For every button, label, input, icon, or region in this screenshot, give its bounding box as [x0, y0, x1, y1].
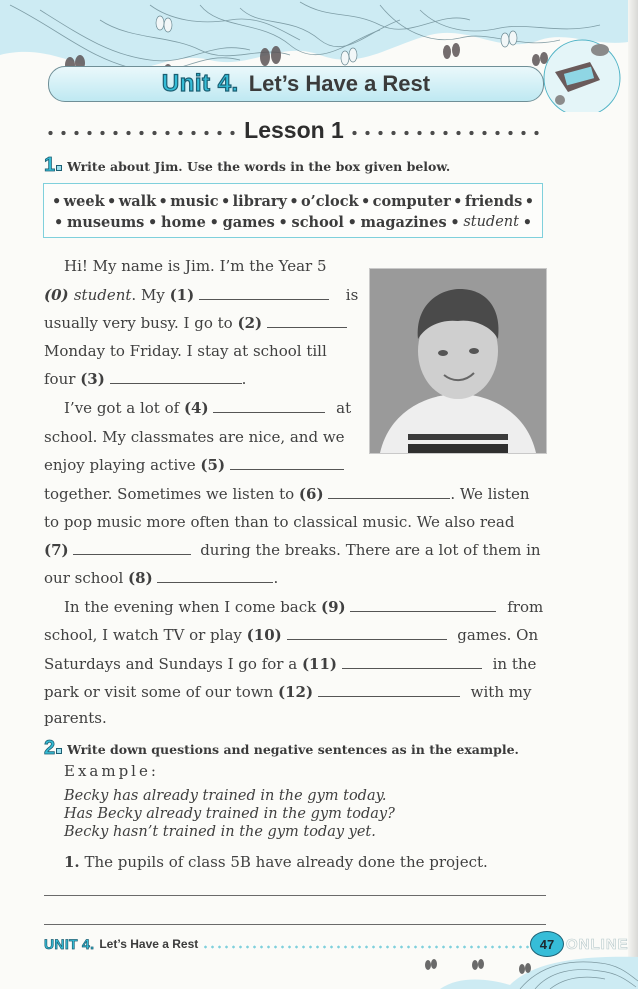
text-line — [44, 456, 344, 474]
blank-10[interactable] — [287, 627, 447, 640]
text-line — [44, 709, 107, 727]
text: during the breaks. There are a lot of them in — [200, 541, 541, 559]
gap-number: (6) — [298, 485, 324, 503]
text: together. Sometimes we listen to — [44, 485, 299, 503]
text-line — [44, 428, 345, 446]
bullet: • — [158, 193, 168, 210]
text: Monday to Friday. I stay at school till — [44, 342, 327, 360]
blank-5[interactable] — [230, 457, 344, 470]
exercise-square-icon — [56, 748, 62, 754]
text: parents. — [44, 709, 107, 727]
word-item: museums — [67, 214, 145, 231]
blank-6[interactable] — [328, 486, 450, 499]
word-item: home — [161, 214, 206, 231]
bullet: • — [54, 214, 64, 231]
dot-leader-left — [44, 130, 240, 136]
text: . My — [131, 286, 170, 304]
text-line — [64, 399, 351, 417]
text: I’ve got a lot of — [64, 399, 184, 417]
word-item: magazines — [360, 214, 447, 231]
text-line — [64, 598, 543, 616]
bullet: • — [347, 214, 357, 231]
text-line — [44, 342, 327, 360]
text: park or visit some of our town — [44, 683, 279, 701]
example-number: (0) — [44, 286, 74, 304]
answer-line-1[interactable] — [44, 895, 546, 896]
word-item-example: student — [463, 214, 519, 230]
page-number: 47 — [539, 936, 555, 952]
word-item: o’clock — [301, 193, 359, 210]
text: enjoy playing active — [44, 456, 201, 474]
boy-portrait-icon — [370, 269, 546, 453]
watermark: ONLINE — [566, 936, 629, 953]
unit-title: Let’s Have a Rest — [248, 71, 431, 96]
page-edge-shadow — [628, 0, 638, 989]
text: . We listen — [450, 485, 530, 503]
item-text: The pupils of class 5B have already done the project. — [84, 853, 488, 871]
word-item: library — [232, 193, 287, 210]
blank-9[interactable] — [350, 599, 496, 612]
bullet: • — [524, 193, 534, 210]
text: school. My classmates are nice, and we — [44, 428, 345, 446]
footer-title: Let’s Have a Rest — [99, 937, 199, 951]
text: is — [345, 286, 359, 304]
word-item: games — [222, 214, 275, 231]
exercise-number-icon: 1 — [44, 154, 56, 176]
word-box-line-2 — [54, 214, 532, 231]
blank-11[interactable] — [342, 656, 482, 669]
gap-number: (4) — [183, 399, 209, 417]
exercise-1-heading — [44, 154, 450, 177]
bullet: • — [107, 193, 117, 210]
exercise-2-instruction: Write down questions and negative sentences as in the example. — [67, 742, 519, 757]
jim-photo — [369, 268, 547, 454]
bullet: • — [522, 214, 532, 231]
text-line — [64, 257, 327, 275]
bullet: • — [209, 214, 219, 231]
gap-number: (3) — [80, 370, 105, 388]
gap-number: (1) — [169, 286, 195, 304]
text-line — [44, 569, 278, 587]
text-line — [44, 541, 541, 559]
bullet: • — [52, 193, 62, 210]
unit-banner — [48, 66, 544, 102]
word-item: computer — [372, 193, 451, 210]
gap-number: (11) — [301, 655, 338, 673]
exercise-1-instruction: Write about Jim. Use the words in the box given below. — [67, 159, 451, 174]
text: from — [507, 598, 544, 616]
text: four — [44, 370, 81, 388]
gap-number: (10) — [246, 626, 282, 644]
text: in the — [492, 655, 537, 673]
lesson-title: Lesson 1 — [244, 116, 344, 143]
text: . — [273, 569, 279, 587]
gap-number: (9) — [321, 598, 346, 616]
example-line: Becky hasn’t trained in the gym today yet. — [64, 824, 376, 840]
text: at — [336, 399, 352, 417]
word-item: week — [63, 193, 105, 210]
gap-number: (12) — [278, 683, 314, 701]
answer-line-2[interactable] — [44, 924, 546, 925]
text: usually very busy. I go to — [44, 314, 238, 332]
blank-3[interactable] — [110, 371, 242, 384]
word-box-line-1 — [52, 193, 534, 210]
text: . — [241, 370, 247, 388]
gap-number: (8) — [128, 569, 153, 587]
bullet: • — [450, 214, 460, 231]
text: games. On — [457, 626, 539, 644]
blank-1[interactable] — [199, 287, 329, 300]
gap-number: (5) — [200, 456, 226, 474]
text: to pop music more often than to classical music. We also read — [44, 513, 515, 531]
example-answer: student — [73, 286, 132, 304]
exercise-2-heading — [44, 737, 519, 760]
word-item: school — [291, 214, 344, 231]
exercise-number-icon: 2 — [44, 737, 56, 759]
bullet: • — [148, 214, 158, 231]
lesson-heading — [44, 116, 544, 144]
bullet: • — [361, 193, 371, 210]
blank-12[interactable] — [318, 684, 460, 697]
blank-8[interactable] — [157, 570, 273, 583]
footer-artwork — [400, 945, 638, 989]
blank-2[interactable] — [267, 315, 347, 328]
blank-7[interactable] — [73, 542, 191, 555]
bullet: • — [289, 193, 299, 210]
example-line: Becky has already trained in the gym today. — [64, 788, 387, 804]
text: In the evening when I come back — [64, 598, 322, 616]
unit-tag: Unit 4. — [161, 70, 239, 97]
word-item: music — [170, 193, 219, 210]
text: with my — [470, 683, 532, 701]
bullet: • — [453, 193, 463, 210]
item-number: 1. — [64, 853, 80, 871]
text-line — [44, 485, 530, 503]
text: school, I watch TV or play — [44, 626, 247, 644]
text: Hi! My name is Jim. I’m the Year 5 — [64, 257, 327, 275]
text-line — [44, 655, 536, 673]
example-line: Has Becky already trained in the gym today? — [64, 806, 395, 822]
exercise-square-icon — [56, 165, 62, 171]
text-line — [44, 314, 347, 332]
text-line — [44, 513, 514, 531]
word-item: friends — [464, 193, 523, 210]
gap-number: (2) — [237, 314, 263, 332]
blank-4[interactable] — [213, 400, 325, 413]
text-line — [44, 286, 358, 304]
text-line — [44, 683, 531, 701]
text-line — [44, 626, 538, 644]
gap-number: (7) — [44, 541, 69, 559]
text: Saturdays and Sundays I go for a — [44, 655, 302, 673]
exercise-2-item-1 — [64, 853, 488, 871]
dot-leader-right — [348, 130, 544, 136]
text: our school — [44, 569, 129, 587]
word-box — [43, 183, 543, 238]
word-item: walk — [118, 193, 157, 210]
footer-unit-tag: UNIT 4. — [44, 936, 95, 952]
text-line — [44, 370, 246, 388]
bullet: • — [278, 214, 288, 231]
bullet: • — [221, 193, 231, 210]
example-label: Example: — [64, 762, 159, 780]
